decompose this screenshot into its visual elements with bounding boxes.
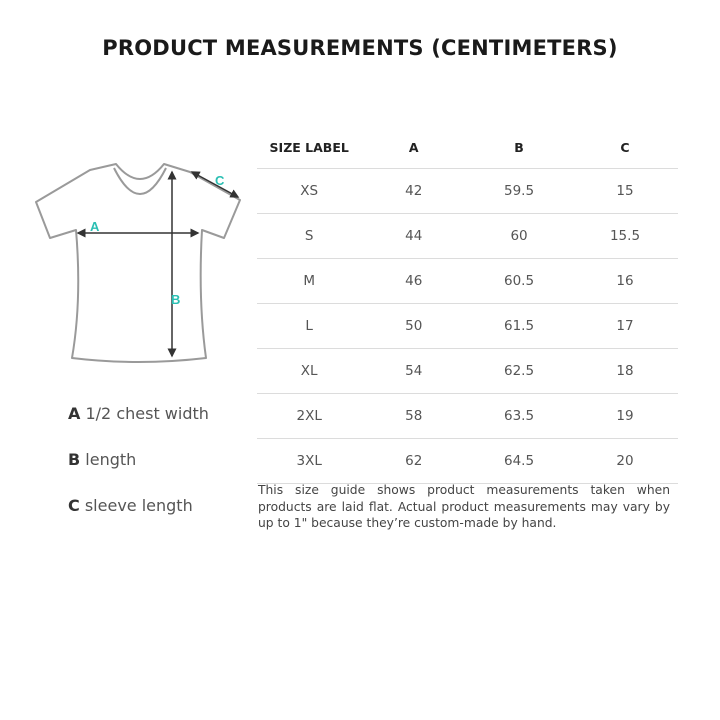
legend-text: sleeve length <box>84 496 193 515</box>
cell-b: 59.5 <box>466 169 572 214</box>
header-a: A <box>361 127 466 169</box>
header-b: B <box>466 127 572 169</box>
cell-a: 54 <box>361 349 466 394</box>
cell-c: 20 <box>572 439 678 484</box>
header-c: C <box>572 127 678 169</box>
cell-b: 64.5 <box>466 439 572 484</box>
label-b: B <box>171 292 181 307</box>
legend-key: A <box>68 404 81 423</box>
page-title: PRODUCT MEASUREMENTS (CENTIMETERS) <box>102 36 618 60</box>
table-header-row <box>257 127 678 169</box>
table-row <box>257 304 678 349</box>
cell-c: 15 <box>572 169 678 214</box>
table-row <box>257 349 678 394</box>
cell-a: 58 <box>361 394 466 439</box>
cell-a: 46 <box>361 259 466 304</box>
cell-size: 3XL <box>257 439 361 484</box>
cell-b: 62.5 <box>466 349 572 394</box>
legend-key: B <box>68 450 81 469</box>
table-row <box>257 394 678 439</box>
cell-c: 17 <box>572 304 678 349</box>
legend-text: 1/2 chest width <box>85 404 209 423</box>
cell-c: 15.5 <box>572 214 678 259</box>
cell-b: 60 <box>466 214 572 259</box>
tshirt-diagram <box>30 160 245 370</box>
cell-c: 16 <box>572 259 678 304</box>
legend-item <box>68 450 209 470</box>
cell-a: 50 <box>361 304 466 349</box>
cell-size: XL <box>257 349 361 394</box>
cell-a: 62 <box>361 439 466 484</box>
legend-item <box>68 404 209 424</box>
label-a: A <box>90 219 100 234</box>
legend-key: C <box>68 496 80 515</box>
cell-b: 60.5 <box>466 259 572 304</box>
table-row <box>257 259 678 304</box>
label-c: C <box>215 173 225 188</box>
table-row <box>257 169 678 214</box>
legend-item <box>68 496 209 516</box>
table-row <box>257 214 678 259</box>
cell-c: 19 <box>572 394 678 439</box>
cell-size: 2XL <box>257 394 361 439</box>
cell-size: XS <box>257 169 361 214</box>
size-guide-note: This size guide shows product measurements taken when products are laid flat. Actual product measurements may vary by up to 1" because they’re custom-made by hand. <box>258 483 670 530</box>
table-row <box>257 439 678 484</box>
cell-size: S <box>257 214 361 259</box>
header-size-label: SIZE LABEL <box>257 127 361 169</box>
cell-a: 42 <box>361 169 466 214</box>
cell-b: 63.5 <box>466 394 572 439</box>
cell-a: 44 <box>361 214 466 259</box>
cell-c: 18 <box>572 349 678 394</box>
size-table <box>257 127 678 484</box>
cell-size: L <box>257 304 361 349</box>
legend-text: length <box>85 450 137 469</box>
cell-b: 61.5 <box>466 304 572 349</box>
cell-size: M <box>257 259 361 304</box>
measurement-legend <box>68 404 209 542</box>
